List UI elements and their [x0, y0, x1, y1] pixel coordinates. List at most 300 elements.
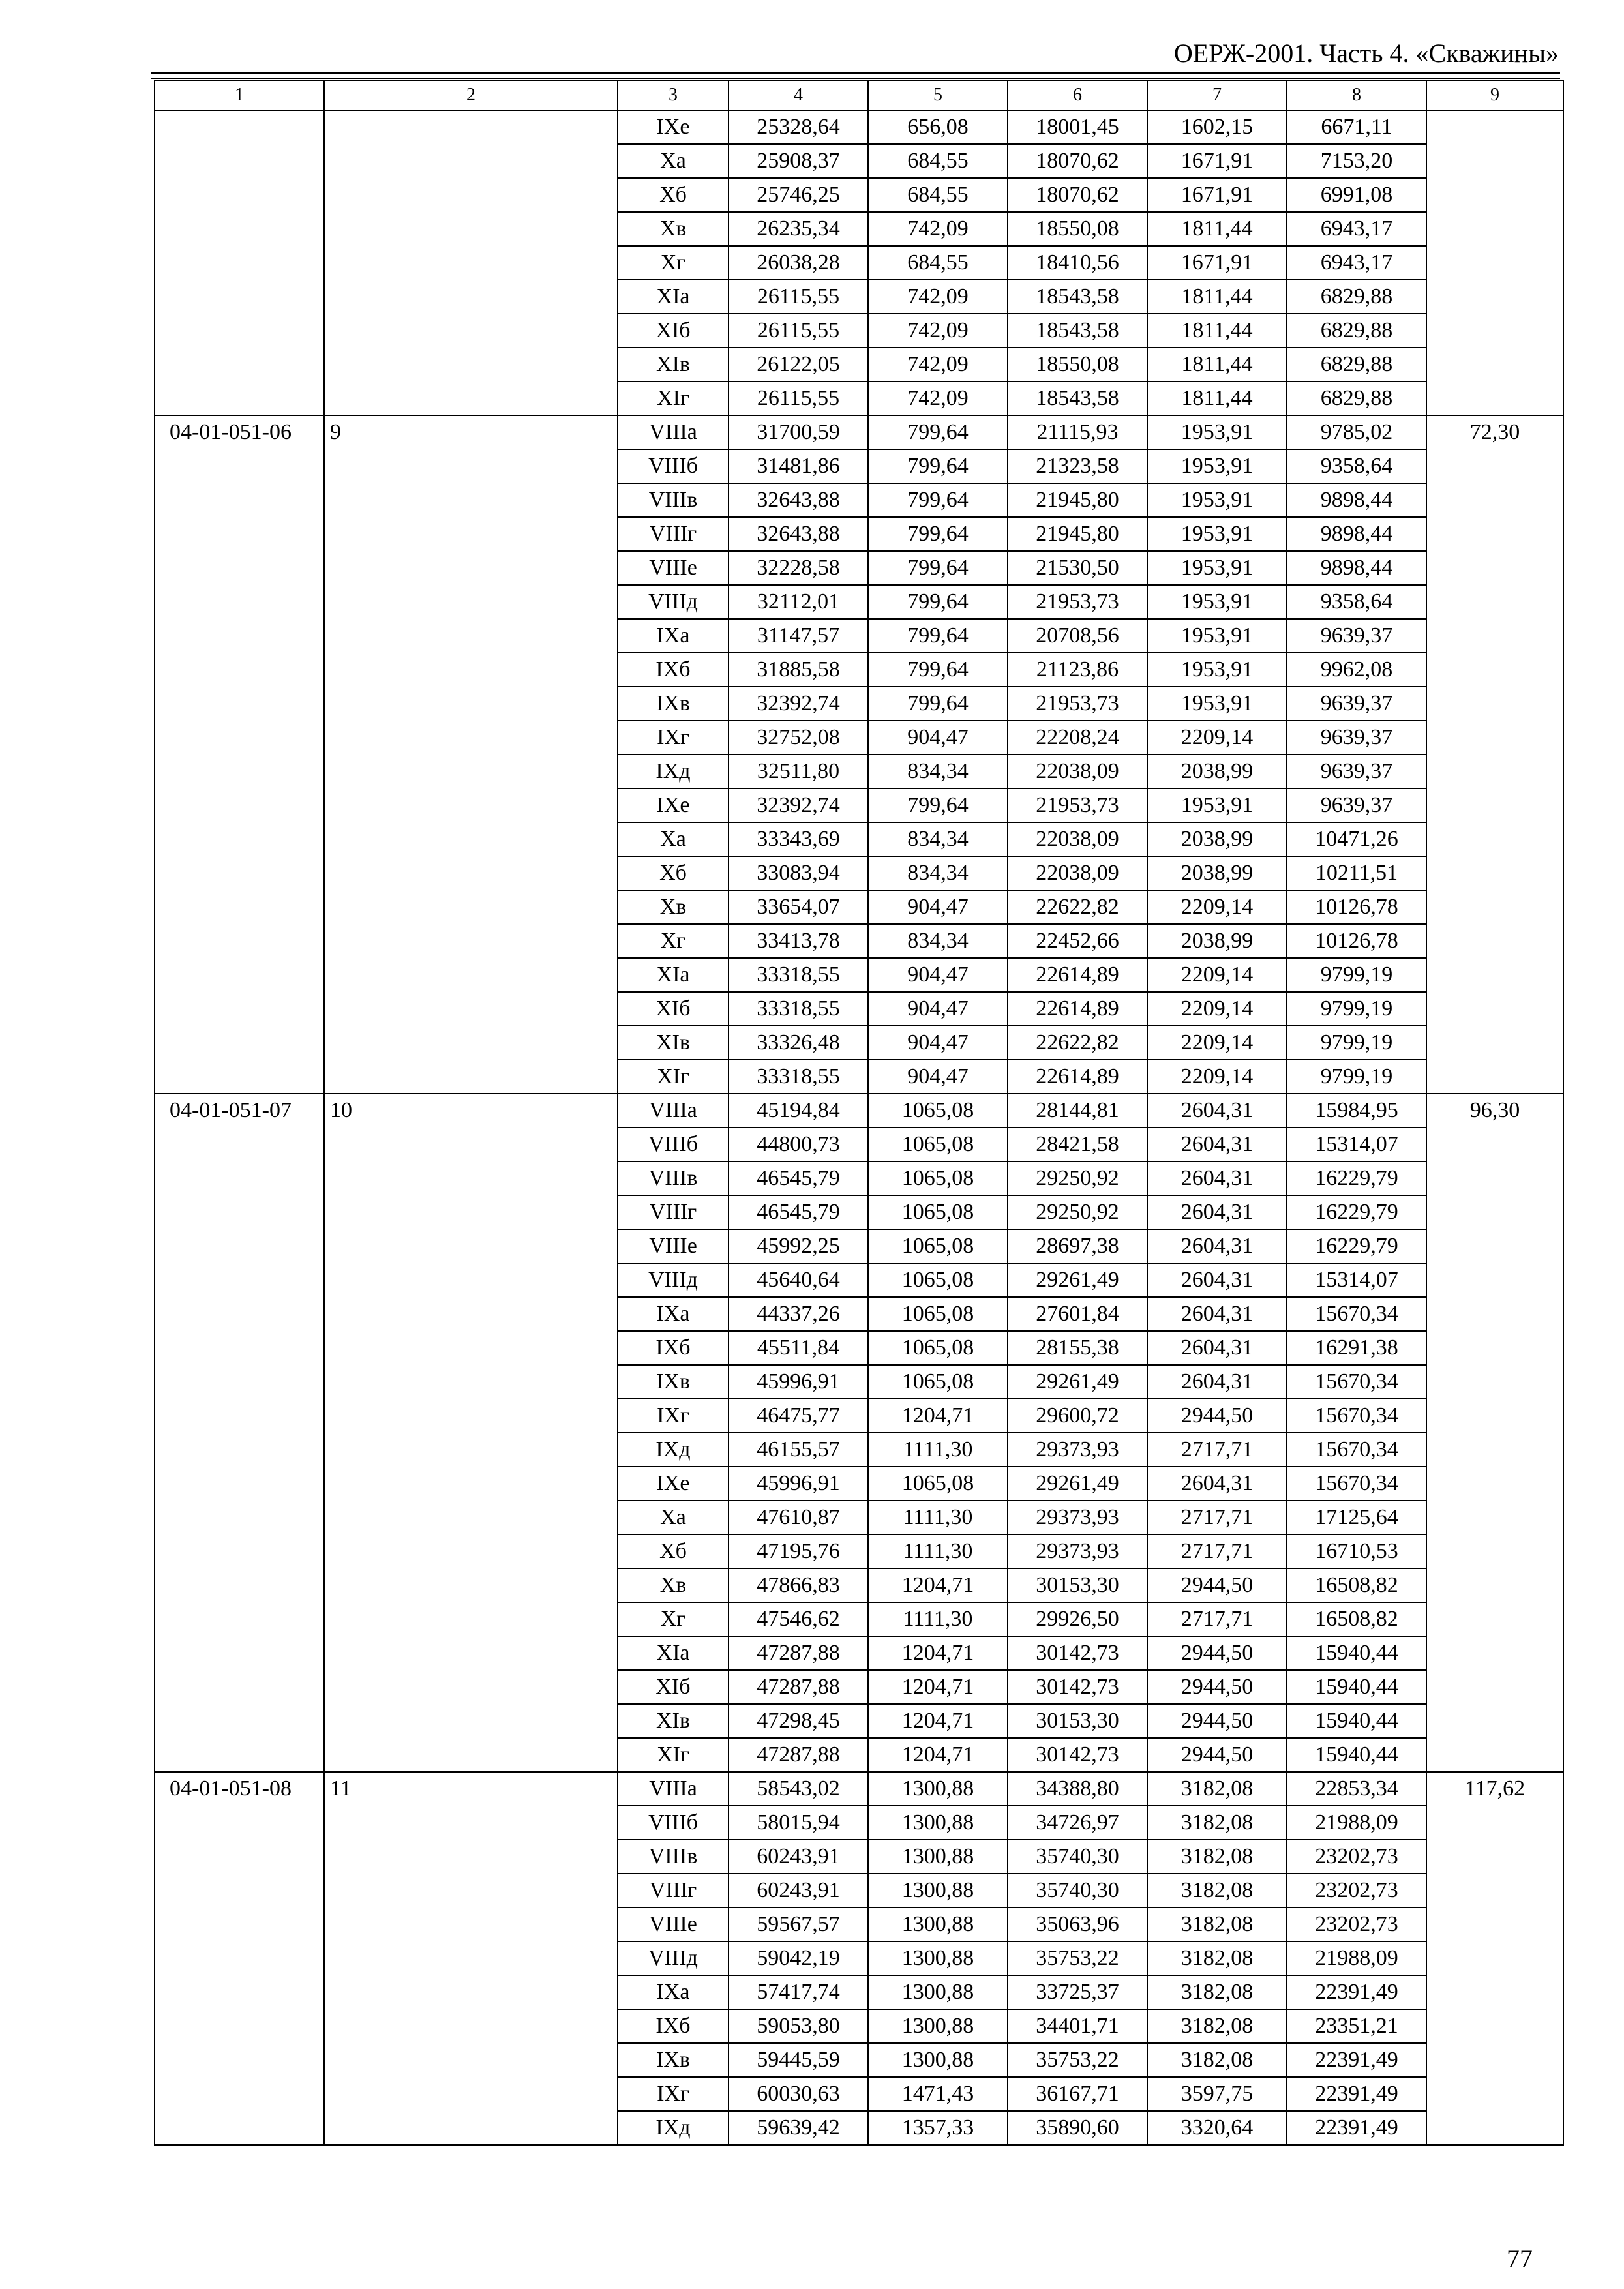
- col5-cell: 799,64: [868, 517, 1008, 551]
- total-cost-cell: 47546,62: [729, 1602, 868, 1636]
- variant-cell: Xг: [618, 1602, 729, 1636]
- col6-cell: 21530,50: [1008, 551, 1147, 585]
- col5-cell: 1471,43: [868, 2077, 1008, 2111]
- total-cost-cell: 45640,64: [729, 1263, 868, 1297]
- col5-cell: 1300,88: [868, 1908, 1008, 1941]
- col5-cell: 1065,08: [868, 1297, 1008, 1331]
- col7-cell: 2604,31: [1147, 1128, 1287, 1161]
- variant-cell: IXб: [618, 653, 729, 687]
- variant-cell: XIб: [618, 1670, 729, 1704]
- col6-cell: 34388,80: [1008, 1772, 1147, 1806]
- variant-cell: VIIIг: [618, 517, 729, 551]
- col6-cell: 18543,58: [1008, 280, 1147, 314]
- col7-cell: 1953,91: [1147, 517, 1287, 551]
- col6-cell: 29600,72: [1008, 1399, 1147, 1433]
- col6-cell: 22452,66: [1008, 924, 1147, 958]
- total-cost-cell: 57417,74: [729, 1975, 868, 2009]
- col6-cell: 22038,09: [1008, 822, 1147, 856]
- total-cost-cell: 26115,55: [729, 314, 868, 348]
- variant-cell: VIIIа: [618, 1772, 729, 1806]
- variant-cell: VIIIа: [618, 415, 729, 449]
- col5-cell: 1204,71: [868, 1670, 1008, 1704]
- col8-cell: 15670,34: [1287, 1297, 1426, 1331]
- total-cost-cell: 31147,57: [729, 619, 868, 653]
- col8-cell: 9639,37: [1287, 687, 1426, 721]
- variant-cell: VIIIв: [618, 1840, 729, 1874]
- col6-cell: 29373,93: [1008, 1501, 1147, 1534]
- variant-cell: VIIIб: [618, 1806, 729, 1840]
- col5-cell: 742,09: [868, 212, 1008, 246]
- col7-cell: 1953,91: [1147, 551, 1287, 585]
- col8-cell: 6829,88: [1287, 314, 1426, 348]
- total-cost-cell: 47866,83: [729, 1568, 868, 1602]
- col6-cell: 29250,92: [1008, 1195, 1147, 1229]
- col5-cell: 799,64: [868, 653, 1008, 687]
- col7-cell: 2604,31: [1147, 1161, 1287, 1195]
- variant-cell: VIIIб: [618, 449, 729, 483]
- col7-cell: 2038,99: [1147, 924, 1287, 958]
- total-cost-cell: 33413,78: [729, 924, 868, 958]
- total-cost-cell: 47610,87: [729, 1501, 868, 1534]
- column-number: 8: [1287, 80, 1426, 110]
- variant-cell: XIв: [618, 348, 729, 382]
- total-cost-cell: 26115,55: [729, 382, 868, 415]
- col5-cell: 656,08: [868, 110, 1008, 144]
- col7-cell: 1811,44: [1147, 280, 1287, 314]
- col5-cell: 684,55: [868, 144, 1008, 178]
- col7-cell: 3182,08: [1147, 1908, 1287, 1941]
- col6-cell: 21945,80: [1008, 483, 1147, 517]
- col6-cell: 22614,89: [1008, 992, 1147, 1026]
- total-cost-cell: 32392,74: [729, 687, 868, 721]
- col6-cell: 20708,56: [1008, 619, 1147, 653]
- col8-cell: 23202,73: [1287, 1874, 1426, 1908]
- col9-cell: 72,30: [1426, 415, 1563, 1094]
- col8-cell: 22853,34: [1287, 1772, 1426, 1806]
- col5-cell: 1300,88: [868, 1874, 1008, 1908]
- variant-cell: IXе: [618, 1467, 729, 1501]
- col5-cell: 799,64: [868, 415, 1008, 449]
- total-cost-cell: 32643,88: [729, 517, 868, 551]
- variant-cell: IXе: [618, 788, 729, 822]
- col6-cell: 35753,22: [1008, 2043, 1147, 2077]
- col7-cell: 1953,91: [1147, 415, 1287, 449]
- col5-cell: 799,64: [868, 483, 1008, 517]
- col7-cell: 3182,08: [1147, 2009, 1287, 2043]
- variant-cell: VIIIд: [618, 1941, 729, 1975]
- column-number: 1: [155, 80, 324, 110]
- variant-cell: VIIIв: [618, 483, 729, 517]
- col5-cell: 904,47: [868, 890, 1008, 924]
- col8-cell: 15314,07: [1287, 1128, 1426, 1161]
- column-number: 4: [729, 80, 868, 110]
- col7-cell: 2944,50: [1147, 1670, 1287, 1704]
- total-cost-cell: 46545,79: [729, 1195, 868, 1229]
- variant-cell: Xв: [618, 890, 729, 924]
- col6-cell: 28421,58: [1008, 1128, 1147, 1161]
- rate-code-cell: [155, 110, 324, 415]
- variant-cell: Xб: [618, 178, 729, 212]
- col6-cell: 21945,80: [1008, 517, 1147, 551]
- col5-cell: 1065,08: [868, 1365, 1008, 1399]
- variant-cell: XIг: [618, 1738, 729, 1772]
- col8-cell: 22391,49: [1287, 2077, 1426, 2111]
- total-cost-cell: 59567,57: [729, 1908, 868, 1941]
- col5-cell: 1065,08: [868, 1467, 1008, 1501]
- col8-cell: 10471,26: [1287, 822, 1426, 856]
- variant-cell: VIIIе: [618, 551, 729, 585]
- col7-cell: 2209,14: [1147, 992, 1287, 1026]
- col8-cell: 9898,44: [1287, 483, 1426, 517]
- col8-cell: 15670,34: [1287, 1365, 1426, 1399]
- col7-cell: 1671,91: [1147, 178, 1287, 212]
- col5-cell: 834,34: [868, 755, 1008, 788]
- col6-cell: 22622,82: [1008, 1026, 1147, 1060]
- variant-cell: IXе: [618, 110, 729, 144]
- col8-cell: 23351,21: [1287, 2009, 1426, 2043]
- variant-cell: Xг: [618, 924, 729, 958]
- col5-cell: 1300,88: [868, 1975, 1008, 2009]
- variant-cell: XIг: [618, 382, 729, 415]
- col8-cell: 15940,44: [1287, 1738, 1426, 1772]
- total-cost-cell: 47298,45: [729, 1704, 868, 1738]
- col8-cell: 10211,51: [1287, 856, 1426, 890]
- col5-cell: 904,47: [868, 992, 1008, 1026]
- col5-cell: 904,47: [868, 721, 1008, 755]
- col7-cell: 2944,50: [1147, 1568, 1287, 1602]
- col6-cell: 21115,93: [1008, 415, 1147, 449]
- col8-cell: 6829,88: [1287, 280, 1426, 314]
- table-row: [155, 110, 1563, 144]
- col7-cell: 2604,31: [1147, 1331, 1287, 1365]
- col5-cell: 1065,08: [868, 1263, 1008, 1297]
- col6-cell: 22038,09: [1008, 856, 1147, 890]
- col6-cell: 28144,81: [1008, 1094, 1147, 1128]
- total-cost-cell: 32112,01: [729, 585, 868, 619]
- rate-code-cell: 04-01-051-07: [155, 1094, 324, 1772]
- total-cost-cell: 60243,91: [729, 1874, 868, 1908]
- col8-cell: 6943,17: [1287, 212, 1426, 246]
- row-number-cell: [324, 110, 618, 415]
- col8-cell: 22391,49: [1287, 2043, 1426, 2077]
- col8-cell: 9639,37: [1287, 788, 1426, 822]
- variant-cell: Xг: [618, 246, 729, 280]
- variant-cell: Xа: [618, 1501, 729, 1534]
- col6-cell: 22038,09: [1008, 755, 1147, 788]
- col7-cell: 1953,91: [1147, 449, 1287, 483]
- col6-cell: 33725,37: [1008, 1975, 1147, 2009]
- col5-cell: 799,64: [868, 449, 1008, 483]
- variant-cell: Xа: [618, 822, 729, 856]
- col7-cell: 2944,50: [1147, 1636, 1287, 1670]
- col7-cell: 2604,31: [1147, 1263, 1287, 1297]
- col8-cell: 16229,79: [1287, 1161, 1426, 1195]
- col7-cell: 3320,64: [1147, 2111, 1287, 2145]
- col6-cell: 18001,45: [1008, 110, 1147, 144]
- col5-cell: 1300,88: [868, 1806, 1008, 1840]
- col8-cell: 15940,44: [1287, 1704, 1426, 1738]
- total-cost-cell: 58015,94: [729, 1806, 868, 1840]
- col8-cell: 16508,82: [1287, 1602, 1426, 1636]
- total-cost-cell: 46475,77: [729, 1399, 868, 1433]
- variant-cell: IXб: [618, 1331, 729, 1365]
- col8-cell: 15984,95: [1287, 1094, 1426, 1128]
- col6-cell: 18543,58: [1008, 382, 1147, 415]
- header-rule-thin: [151, 78, 1560, 79]
- col7-cell: 1953,91: [1147, 653, 1287, 687]
- col7-cell: 1811,44: [1147, 212, 1287, 246]
- col5-cell: 1204,71: [868, 1399, 1008, 1433]
- col5-cell: 1300,88: [868, 1772, 1008, 1806]
- col7-cell: 2209,14: [1147, 1060, 1287, 1094]
- variant-cell: Xб: [618, 856, 729, 890]
- row-number-cell: 9: [324, 415, 618, 1094]
- col8-cell: 15940,44: [1287, 1670, 1426, 1704]
- col6-cell: 22208,24: [1008, 721, 1147, 755]
- col5-cell: 684,55: [868, 246, 1008, 280]
- col5-cell: 1065,08: [868, 1229, 1008, 1263]
- total-cost-cell: 46545,79: [729, 1161, 868, 1195]
- col5-cell: 1204,71: [868, 1704, 1008, 1738]
- variant-cell: IXг: [618, 1399, 729, 1433]
- column-number: 2: [324, 80, 618, 110]
- total-cost-cell: 32752,08: [729, 721, 868, 755]
- price-table: [154, 80, 1564, 2146]
- col6-cell: 21953,73: [1008, 788, 1147, 822]
- col6-cell: 21323,58: [1008, 449, 1147, 483]
- col8-cell: 23202,73: [1287, 1908, 1426, 1941]
- col8-cell: 6829,88: [1287, 382, 1426, 415]
- variant-cell: VIIIа: [618, 1094, 729, 1128]
- col7-cell: 2604,31: [1147, 1094, 1287, 1128]
- total-cost-cell: 32228,58: [729, 551, 868, 585]
- col5-cell: 742,09: [868, 280, 1008, 314]
- col8-cell: 9358,64: [1287, 585, 1426, 619]
- col5-cell: 1065,08: [868, 1161, 1008, 1195]
- col8-cell: 16710,53: [1287, 1534, 1426, 1568]
- page-header: ОЕРЖ-2001. Часть 4. «Скважины»: [1173, 38, 1559, 68]
- column-number: 5: [868, 80, 1008, 110]
- col7-cell: 3182,08: [1147, 2043, 1287, 2077]
- col6-cell: 36167,71: [1008, 2077, 1147, 2111]
- col8-cell: 6991,08: [1287, 178, 1426, 212]
- total-cost-cell: 60243,91: [729, 1840, 868, 1874]
- total-cost-cell: 32511,80: [729, 755, 868, 788]
- total-cost-cell: 58543,02: [729, 1772, 868, 1806]
- total-cost-cell: 33654,07: [729, 890, 868, 924]
- col7-cell: 1953,91: [1147, 619, 1287, 653]
- total-cost-cell: 26115,55: [729, 280, 868, 314]
- col8-cell: 9639,37: [1287, 619, 1426, 653]
- col7-cell: 2604,31: [1147, 1229, 1287, 1263]
- col7-cell: 2717,71: [1147, 1534, 1287, 1568]
- total-cost-cell: 25746,25: [729, 178, 868, 212]
- col7-cell: 2604,31: [1147, 1297, 1287, 1331]
- variant-cell: IXд: [618, 2111, 729, 2145]
- total-cost-cell: 31700,59: [729, 415, 868, 449]
- variant-cell: IXб: [618, 2009, 729, 2043]
- col6-cell: 29250,92: [1008, 1161, 1147, 1195]
- col8-cell: 9639,37: [1287, 721, 1426, 755]
- variant-cell: XIа: [618, 1636, 729, 1670]
- total-cost-cell: 33318,55: [729, 1060, 868, 1094]
- col6-cell: 28697,38: [1008, 1229, 1147, 1263]
- col5-cell: 1111,30: [868, 1534, 1008, 1568]
- variant-cell: VIIIг: [618, 1195, 729, 1229]
- total-cost-cell: 33318,55: [729, 992, 868, 1026]
- col7-cell: 2038,99: [1147, 755, 1287, 788]
- col8-cell: 10126,78: [1287, 924, 1426, 958]
- col8-cell: 6943,17: [1287, 246, 1426, 280]
- total-cost-cell: 45992,25: [729, 1229, 868, 1263]
- col8-cell: 15670,34: [1287, 1433, 1426, 1467]
- col5-cell: 742,09: [868, 382, 1008, 415]
- col6-cell: 22622,82: [1008, 890, 1147, 924]
- col5-cell: 1357,33: [868, 2111, 1008, 2145]
- table-row: [155, 415, 1563, 449]
- row-number-cell: 11: [324, 1772, 618, 2145]
- variant-cell: Xв: [618, 1568, 729, 1602]
- col7-cell: 1811,44: [1147, 348, 1287, 382]
- col8-cell: 21988,09: [1287, 1941, 1426, 1975]
- variant-cell: VIIIг: [618, 1874, 729, 1908]
- col5-cell: 799,64: [868, 788, 1008, 822]
- col8-cell: 9639,37: [1287, 755, 1426, 788]
- variant-cell: XIа: [618, 280, 729, 314]
- col6-cell: 21123,86: [1008, 653, 1147, 687]
- col7-cell: 2717,71: [1147, 1433, 1287, 1467]
- col5-cell: 1300,88: [868, 1941, 1008, 1975]
- total-cost-cell: 47287,88: [729, 1738, 868, 1772]
- variant-cell: IXд: [618, 1433, 729, 1467]
- col5-cell: 834,34: [868, 924, 1008, 958]
- col6-cell: 21953,73: [1008, 687, 1147, 721]
- col5-cell: 1300,88: [868, 1840, 1008, 1874]
- col9-cell: [1426, 110, 1563, 415]
- variant-cell: Xб: [618, 1534, 729, 1568]
- col7-cell: 2038,99: [1147, 822, 1287, 856]
- total-cost-cell: 47195,76: [729, 1534, 868, 1568]
- col9-cell: 96,30: [1426, 1094, 1563, 1772]
- table-body: [155, 80, 1563, 2145]
- variant-cell: XIв: [618, 1704, 729, 1738]
- col8-cell: 16291,38: [1287, 1331, 1426, 1365]
- total-cost-cell: 31885,58: [729, 653, 868, 687]
- variant-cell: Xа: [618, 144, 729, 178]
- total-cost-cell: 59042,19: [729, 1941, 868, 1975]
- col6-cell: 29373,93: [1008, 1433, 1147, 1467]
- column-number: 9: [1426, 80, 1563, 110]
- col5-cell: 1111,30: [868, 1602, 1008, 1636]
- variant-cell: IXа: [618, 1297, 729, 1331]
- col7-cell: 1811,44: [1147, 314, 1287, 348]
- col8-cell: 10126,78: [1287, 890, 1426, 924]
- page-number: 77: [1507, 2244, 1533, 2273]
- col7-cell: 3597,75: [1147, 2077, 1287, 2111]
- variant-cell: IXа: [618, 1975, 729, 2009]
- header-rule: [151, 72, 1560, 74]
- col7-cell: 3182,08: [1147, 1941, 1287, 1975]
- col7-cell: 2944,50: [1147, 1738, 1287, 1772]
- col7-cell: 2209,14: [1147, 890, 1287, 924]
- col7-cell: 1671,91: [1147, 246, 1287, 280]
- col8-cell: 9785,02: [1287, 415, 1426, 449]
- col8-cell: 7153,20: [1287, 144, 1426, 178]
- col6-cell: 27601,84: [1008, 1297, 1147, 1331]
- col8-cell: 9799,19: [1287, 992, 1426, 1026]
- rate-code-cell: 04-01-051-06: [155, 415, 324, 1094]
- col7-cell: 1811,44: [1147, 382, 1287, 415]
- col5-cell: 1065,08: [868, 1128, 1008, 1161]
- col6-cell: 21953,73: [1008, 585, 1147, 619]
- col8-cell: 15670,34: [1287, 1467, 1426, 1501]
- col7-cell: 1602,15: [1147, 110, 1287, 144]
- col8-cell: 22391,49: [1287, 2111, 1426, 2145]
- col8-cell: 9898,44: [1287, 551, 1426, 585]
- col8-cell: 9962,08: [1287, 653, 1426, 687]
- col7-cell: 1953,91: [1147, 483, 1287, 517]
- col7-cell: 2717,71: [1147, 1501, 1287, 1534]
- variant-cell: VIIIе: [618, 1229, 729, 1263]
- col7-cell: 3182,08: [1147, 1840, 1287, 1874]
- variant-cell: VIIIе: [618, 1908, 729, 1941]
- variant-cell: XIа: [618, 958, 729, 992]
- col7-cell: 2944,50: [1147, 1399, 1287, 1433]
- col6-cell: 30142,73: [1008, 1636, 1147, 1670]
- col6-cell: 29926,50: [1008, 1602, 1147, 1636]
- col5-cell: 834,34: [868, 822, 1008, 856]
- col6-cell: 18410,56: [1008, 246, 1147, 280]
- total-cost-cell: 59445,59: [729, 2043, 868, 2077]
- col6-cell: 35063,96: [1008, 1908, 1147, 1941]
- col6-cell: 22614,89: [1008, 1060, 1147, 1094]
- total-cost-cell: 32392,74: [729, 788, 868, 822]
- col6-cell: 18543,58: [1008, 314, 1147, 348]
- variant-cell: Xв: [618, 212, 729, 246]
- col5-cell: 799,64: [868, 585, 1008, 619]
- total-cost-cell: 33083,94: [729, 856, 868, 890]
- col8-cell: 9799,19: [1287, 1026, 1426, 1060]
- column-number: 7: [1147, 80, 1287, 110]
- col8-cell: 15314,07: [1287, 1263, 1426, 1297]
- col6-cell: 18550,08: [1008, 348, 1147, 382]
- col8-cell: 6671,11: [1287, 110, 1426, 144]
- col5-cell: 799,64: [868, 619, 1008, 653]
- table-row: [155, 1772, 1563, 1806]
- variant-cell: XIб: [618, 992, 729, 1026]
- col8-cell: 22391,49: [1287, 1975, 1426, 2009]
- col8-cell: 17125,64: [1287, 1501, 1426, 1534]
- total-cost-cell: 32643,88: [729, 483, 868, 517]
- col8-cell: 16229,79: [1287, 1229, 1426, 1263]
- col7-cell: 2604,31: [1147, 1365, 1287, 1399]
- col7-cell: 1671,91: [1147, 144, 1287, 178]
- col6-cell: 28155,38: [1008, 1331, 1147, 1365]
- col5-cell: 799,64: [868, 551, 1008, 585]
- table-row: [155, 1094, 1563, 1128]
- col8-cell: 9358,64: [1287, 449, 1426, 483]
- col6-cell: 35890,60: [1008, 2111, 1147, 2145]
- variant-cell: VIIIв: [618, 1161, 729, 1195]
- col7-cell: 2209,14: [1147, 721, 1287, 755]
- col7-cell: 1953,91: [1147, 687, 1287, 721]
- col5-cell: 1204,71: [868, 1568, 1008, 1602]
- col5-cell: 742,09: [868, 348, 1008, 382]
- col6-cell: 35753,22: [1008, 1941, 1147, 1975]
- col9-cell: 117,62: [1426, 1772, 1563, 2145]
- col5-cell: 904,47: [868, 1060, 1008, 1094]
- col8-cell: 9898,44: [1287, 517, 1426, 551]
